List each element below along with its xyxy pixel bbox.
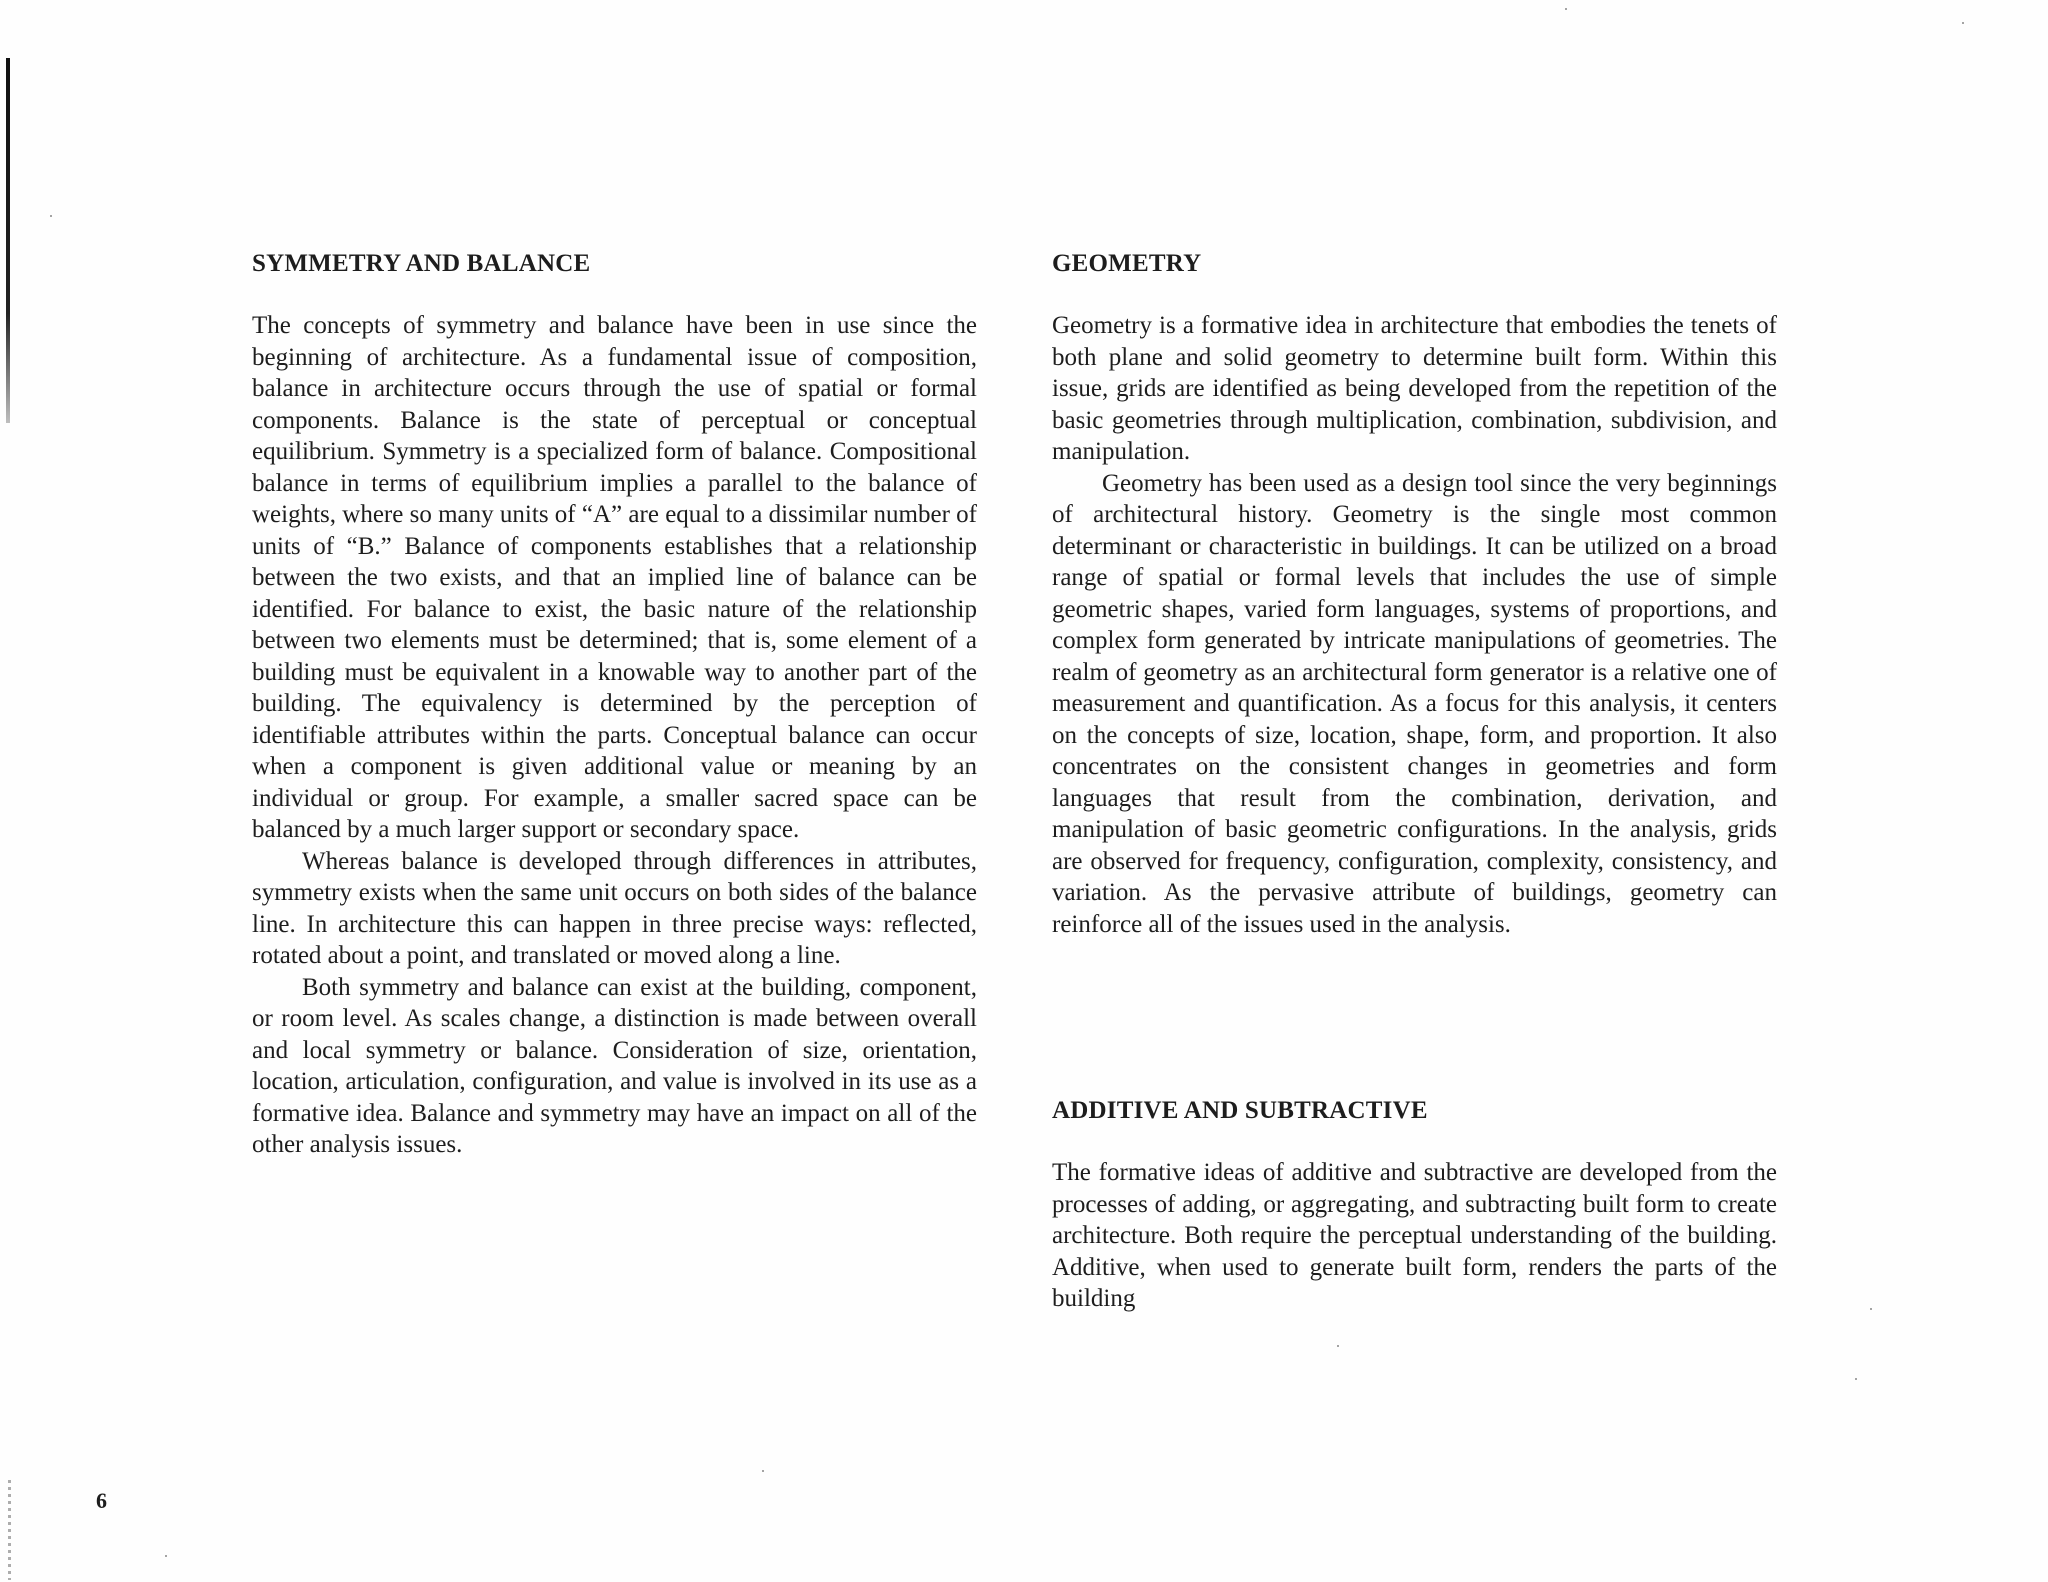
- right-column-geometry: [1052, 248, 1777, 940]
- scan-speck: [50, 215, 52, 217]
- scan-speck: [165, 1555, 167, 1557]
- scan-speck: [1565, 8, 1567, 10]
- scan-speck: [1962, 22, 1964, 24]
- binding-shadow-lower: [8, 1480, 11, 1580]
- section-heading-additive-subtractive: ADDITIVE AND SUBTRACTIVE: [1052, 1097, 1428, 1124]
- paragraph: Geometry is a formative idea in architecture that embodies the tenets of both plane and solid geometry to determine built form. Within this issue, grids are identified as being developed from the repetition of the basic geometries through multiplication, combination, subdivision, and manipulation.: [1052, 312, 1777, 465]
- section-heading-geometry: GEOMETRY: [1052, 250, 1202, 277]
- scan-speck: [762, 1470, 764, 1472]
- scan-speck: [1337, 1345, 1339, 1347]
- page-number: 6: [96, 1488, 107, 1513]
- left-column: [252, 248, 977, 1161]
- paragraph: The formative ideas of additive and subtractive are developed from the processes of adding, or aggregating, and subtracting built form to create architecture. Both require the perceptual understanding of the building. Additive, when used to generate built form, renders the parts of the building: [1052, 1159, 1777, 1312]
- paragraph: Both symmetry and balance can exist at the building, component, or room level. As scales change, a distinction is made between overall and local symmetry or balance. Consideration of size, orientation, location, articulation, configuration, and value is involved in its use as a formative idea. Balance and symmetry may have an impact on all of the other analysis issues.: [252, 973, 977, 1158]
- scan-speck: [1870, 1308, 1872, 1310]
- paragraph: Geometry has been used as a design tool since the very beginnings of architectural history. Geometry is the single most common determinant or characteristic in buildings. It can be utilized on a broad range of spatial or formal levels that includes the use of simple geometric shapes, varied form languages, systems of proportions, and complex form generated by intricate manipulations of geometries. The realm of geometry as an architectural form generator is a relative one of measurement and quantification. As a focus for this analysis, it centers on the concepts of size, location, shape, form, and proportion. It also concentrates on the consistent changes in geometries and form languages that result from the combination, derivation, and manipulation of basic geometric configurations. In the analysis, grids are observed for frequency, configuration, complexity, consistency, and variation. As the pervasive attribute of buildings, geometry can reinforce all of the issues used in the analysis.: [1052, 469, 1777, 938]
- section-heading-symmetry-balance: SYMMETRY AND BALANCE: [252, 250, 591, 277]
- binding-shadow: [6, 58, 10, 423]
- right-column-additive-subtractive: [1052, 1095, 1777, 1315]
- paragraph: The concepts of symmetry and balance have been in use since the beginning of architecture. As a fundamental issue of composition, balance in architecture occurs through the use of spatial or formal components. Balance is the state of perceptual or conceptual equilibrium. Symmetry is a specialized form of balance. Compositional balance in terms of equilibrium implies a parallel to the balance of weights, where so many units of “A” are equal to a dissimilar number of units of “B.” Balance of components establishes that a relationship between the two exists, and that an implied line of balance can be identified. For balance to exist, the basic nature of the relationship between two elements must be determined; that is, some element of a building must be equivalent in a knowable way to another part of the building. The equivalency is determined by the perception of identifiable attributes within the parts. Conceptual balance can occur when a component is given additional value or meaning by an individual or group. For example, a smaller sacred space can be balanced by a much larger support or secondary space.: [252, 312, 977, 843]
- scan-speck: [1855, 1378, 1857, 1380]
- paragraph: Whereas balance is developed through differences in attributes, symmetry exists when the same unit occurs on both sides of the balance line. In architecture this can happen in three precise ways: reflected, rotated about a point, and translated or moved along a line.: [252, 847, 977, 969]
